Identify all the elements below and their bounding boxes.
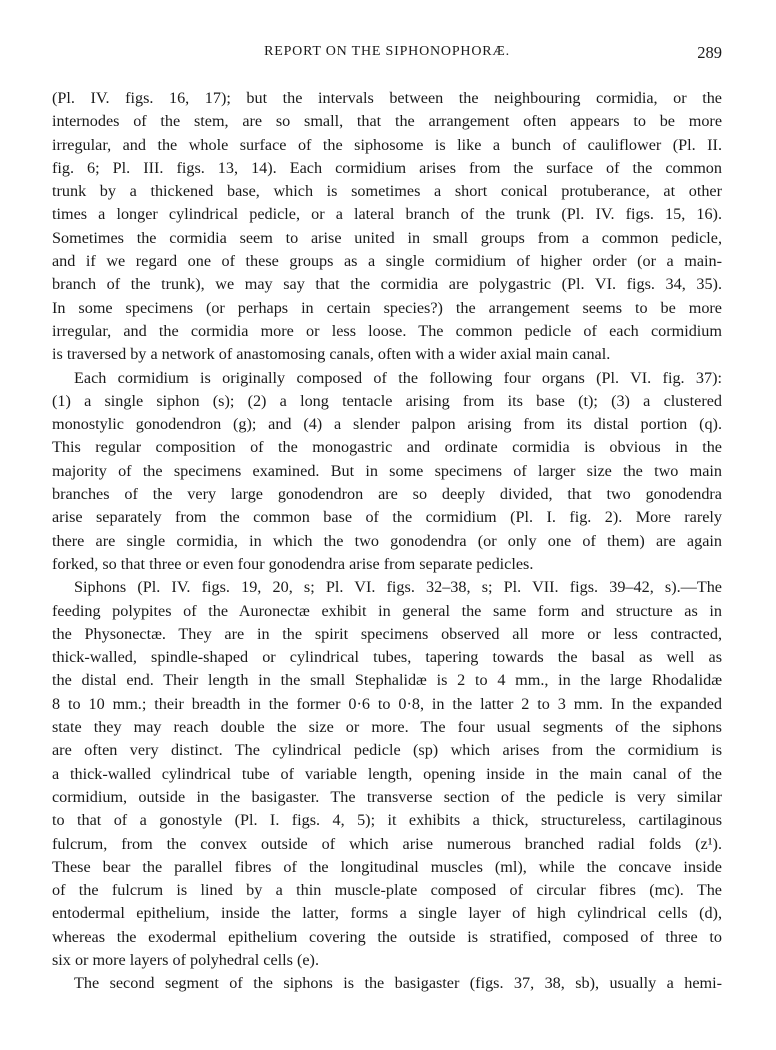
page-number: 289 (697, 43, 722, 62)
text-line: fig. 6; Pl. III. figs. 13, 14). Each cormidium arises from the surface of the common (52, 158, 722, 177)
text-line: arise separately from the common base of the cormidium (Pl. I. fig. 2). More rarely (52, 508, 722, 527)
text-line: Each cormidium is originally composed of the following four organs (Pl. VI. fig. 37): (74, 368, 722, 387)
text-line: is traversed by a network of anastomosing canals, often with a wider axial main canal. (52, 345, 611, 364)
text-line: In some specimens (or perhaps in certain species?) the arrangement seems to be more (52, 298, 722, 317)
body-text (52, 87, 722, 996)
text-line: forked, so that three or even four gonodendra arise from separate pedicles. (52, 554, 534, 573)
text-line: branch of the trunk), we may say that the cormidia are polygastric (Pl. VI. figs. 34, 35). (52, 275, 722, 294)
text-line: monostylic gonodendron (g); and (4) a slender palpon arising from its distal portion (q). (52, 415, 722, 434)
text-line: the distal end. Their length in the small Stephalidæ is 2 to 4 mm., in the large Rhodalidæ (52, 671, 722, 690)
text-line: fulcrum, from the convex outside of which arise numerous branched radial folds (z¹). (52, 834, 722, 853)
text-line: six or more layers of polyhedral cells (e). (52, 950, 319, 969)
text-line: thick-walled, spindle-shaped or cylindrical tubes, tapering towards the basal as well as (52, 648, 722, 667)
text-line: the Physonectæ. They are in the spirit specimens observed all more or less contracted, (52, 624, 722, 643)
text-line: cormidium, outside in the basigaster. The transverse section of the pedicle is very similar (52, 787, 722, 806)
text-line: whereas the exodermal epithelium covering the outside is stratified, composed of three to (52, 927, 722, 946)
paragraph (52, 367, 722, 577)
paragraph (52, 972, 722, 995)
page-header (52, 44, 722, 68)
text-line: Sometimes the cormidia seem to arise united in small groups from a common pedicle, (52, 228, 722, 247)
running-head: REPORT ON THE SIPHONOPHORÆ. (264, 44, 510, 59)
text-line: These bear the parallel fibres of the longitudinal muscles (ml), while the concave inside (52, 857, 722, 876)
text-line: (1) a single siphon (s); (2) a long tentacle arising from its base (t); (3) a clustered (52, 391, 722, 410)
text-line: majority of the specimens examined. But in some specimens of larger size the two main (52, 461, 722, 480)
text-line: there are single cormidia, in which the two gonodendra (or only one of them) are again (52, 531, 722, 550)
paragraph (52, 87, 722, 367)
text-line: internodes of the stem, are so small, that the arrangement often appears to be more (52, 112, 722, 131)
text-line: to that of a gonostyle (Pl. I. figs. 4, 5); it exhibits a thick, structureless, cartilaginous (52, 811, 722, 830)
text-line: a thick-walled cylindrical tube of variable length, opening inside in the main canal of the (52, 764, 722, 783)
text-line: entodermal epithelium, inside the latter, forms a single layer of high cylindrical cells (d), (52, 904, 722, 923)
text-line: feeding polypites of the Auronectæ exhibit in general the same form and structure as in (52, 601, 722, 620)
text-line: The second segment of the siphons is the basigaster (figs. 37, 38, sb), usually a hemi- (74, 974, 722, 993)
text-line: branches of the very large gonodendron are so deeply divided, that two gonodendra (52, 485, 722, 504)
text-line: state they may reach double the size or more. The four usual segments of the siphons (52, 718, 722, 737)
paragraph (52, 576, 722, 972)
text-line: This regular composition of the monogastric and ordinate cormidia is obvious in the (52, 438, 722, 457)
text-line: and if we regard one of these groups as a single cormidium of higher order (or a main- (52, 252, 722, 271)
text-line: Siphons (Pl. IV. figs. 19, 20, s; Pl. VI. figs. 32–38, s; Pl. VII. figs. 39–42, s).—The (74, 578, 722, 597)
text-line: times a longer cylindrical pedicle, or a lateral branch of the trunk (Pl. IV. figs. 15, 16). (52, 205, 722, 224)
text-line: 8 to 10 mm.; their breadth in the former 0·6 to 0·8, in the latter 2 to 3 mm. In the expanded (52, 694, 722, 713)
text-line: irregular, and the whole surface of the siphosome is like a bunch of cauliflower (Pl. II. (52, 135, 722, 154)
text-line: trunk by a thickened base, which is sometimes a short conical protuberance, at other (52, 182, 722, 201)
text-line: irregular, and the cormidia more or less loose. The common pedicle of each cormidium (52, 321, 722, 340)
text-line: of the fulcrum is lined by a thin muscle-plate composed of circular fibres (mc). The (52, 881, 722, 900)
text-line: (Pl. IV. figs. 16, 17); but the intervals between the neighbouring cormidia, or the (52, 89, 722, 107)
text-line: are often very distinct. The cylindrical pedicle (sp) which arises from the cormidium is (52, 741, 722, 760)
